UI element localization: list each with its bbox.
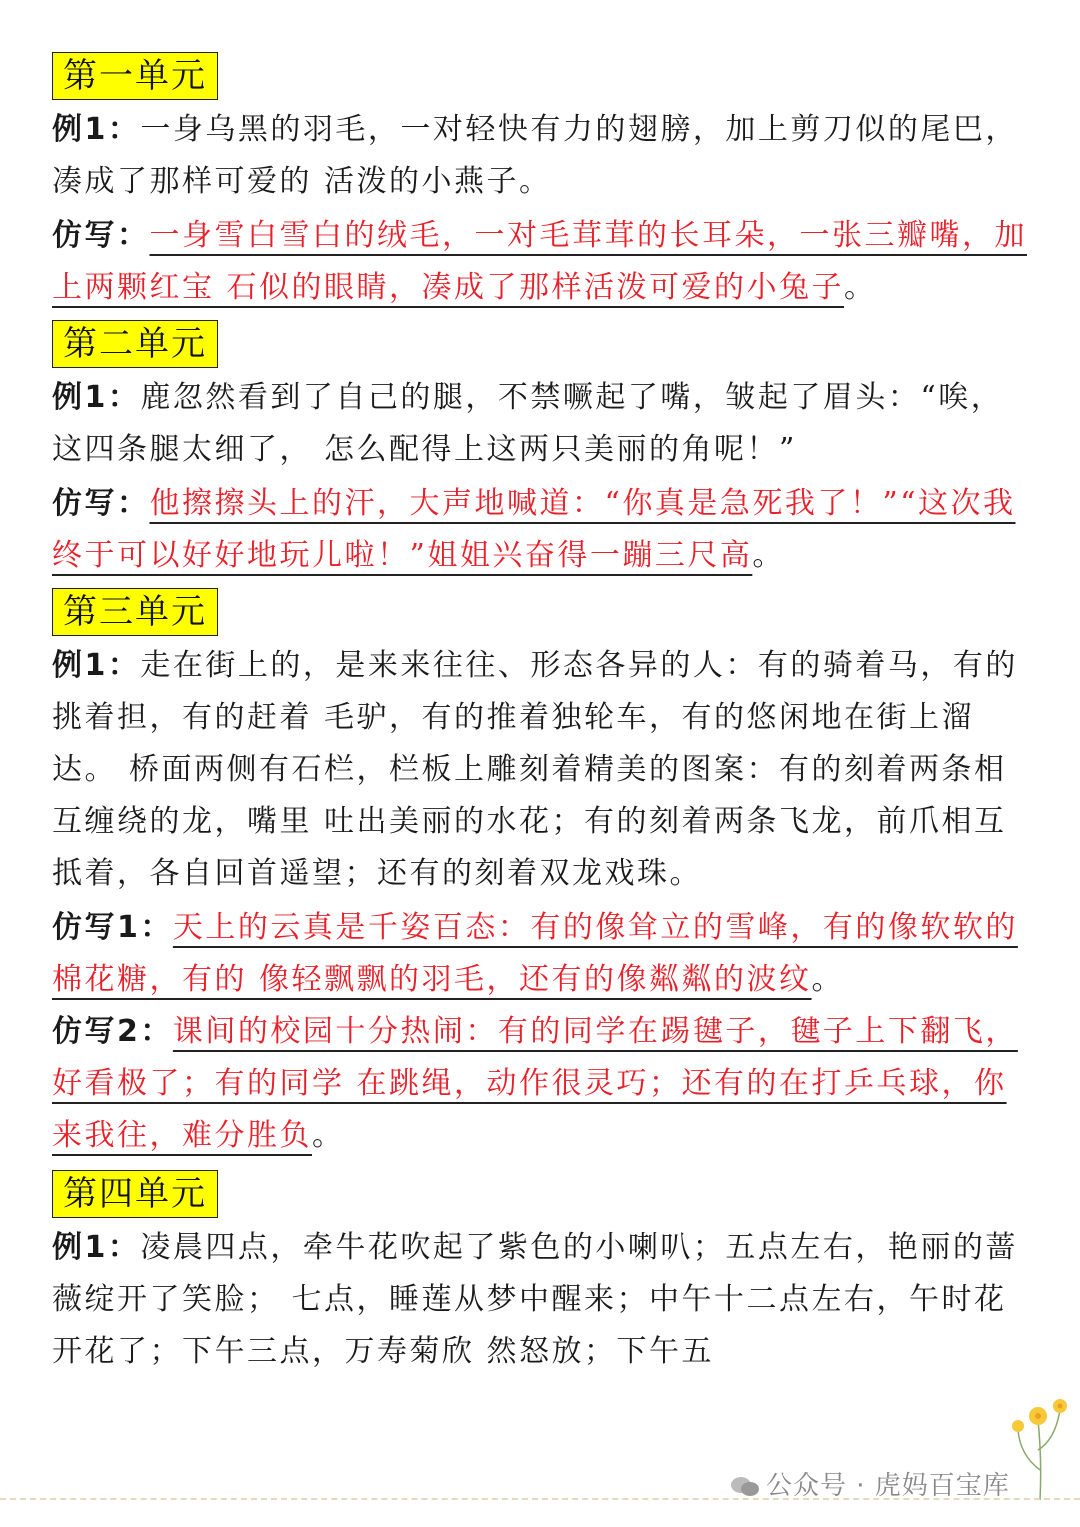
unit-4-heading: 第四单元 <box>52 1170 218 1218</box>
example-text: 一身乌黑的羽毛，一对轻快有力的翅膀，加上剪刀似的尾巴，凑成了那样可爱的 活泼的小燕子。 <box>52 112 1018 199</box>
end-mark: 。 <box>752 538 785 573</box>
imitation-text: 他擦擦头上的汗，大声地喊道：“你真是急死我了！”“这次我终于可以好好地玩儿啦！”姐姐兴奋得一蹦三尺高 <box>52 486 1016 573</box>
unit-1-example <box>52 104 1032 208</box>
unit-4-example <box>52 1222 1032 1378</box>
watermark <box>730 1465 1010 1502</box>
unit-2-heading: 第二单元 <box>52 320 218 368</box>
unit-1-heading: 第一单元 <box>52 52 218 100</box>
example-text: 走在街上的，是来来往往、形态各异的人：有的骑着马，有的挑着担，有的赶着 毛驴，有的推着独轮车，有的悠闲地在街上溜达。 桥面两侧有石栏，栏板上雕刻着精美的图案：有的刻着两条相互缠绕的龙，嘴里 吐出美丽的水花；有的刻着两条飞龙，前爪相互抵着，各自回首遥望；还有的刻着双龙戏珠。 <box>52 648 1018 891</box>
example-label: 例1： <box>52 380 141 415</box>
wechat-icon <box>730 1475 760 1499</box>
flower-decoration-icon <box>1000 1350 1080 1500</box>
end-mark: 。 <box>811 962 845 997</box>
example-label: 例1： <box>52 648 141 683</box>
imitation-label: 仿写： <box>52 486 150 521</box>
unit-3-heading: 第三单元 <box>52 588 218 636</box>
example-label: 例1： <box>52 1230 141 1265</box>
imitation-label: 仿写： <box>52 218 150 253</box>
imitation-text: 一身雪白雪白的绒毛，一对毛茸茸的长耳朵，一张三瓣嘴，加上两颗红宝 石似的眼睛，凑成了那样活泼可爱的小兔子 <box>52 218 1027 305</box>
imitation-label: 仿写2： <box>52 1014 173 1049</box>
example-label: 例1： <box>52 112 141 147</box>
unit-3-imitation-1 <box>52 902 1032 1006</box>
imitation-label: 仿写1： <box>52 910 173 945</box>
document-page <box>52 52 1032 1378</box>
unit-1-imitation <box>52 210 1032 314</box>
watermark-text: 公众号 · 虎妈百宝库 <box>766 1471 1010 1501</box>
unit-2-imitation <box>52 478 1032 582</box>
unit-3-imitation-2 <box>52 1006 1032 1162</box>
example-text: 凌晨四点，牵牛花吹起了紫色的小喇叭；五点左右，艳丽的蔷薇绽开了笑脸； 七点，睡莲从梦中醒来；中午十二点左右，午时花开花了；下午三点，万寿菊欣 然怒放；下午五 <box>52 1230 1018 1369</box>
example-text: 鹿忽然看到了自己的腿，不禁噘起了嘴，皱起了眉头：“唉，这四条腿太细了， 怎么配得上这两只美丽的角呢！” <box>52 380 1004 467</box>
unit-3-example <box>52 640 1032 900</box>
end-mark: 。 <box>312 1118 345 1153</box>
end-mark: 。 <box>844 270 877 305</box>
imitation-text: 天上的云真是千姿百态：有的像耸立的雪峰，有的像软软的棉花糖，有的 像轻飘飘的羽毛，还有的像粼粼的波纹 <box>52 910 1018 997</box>
imitation-text: 课间的校园十分热闹：有的同学在踢毽子，毽子上下翻飞，好看极了；有的同学 在跳绳，动作很灵巧；还有的在打乒乓球，你来我往，难分胜负 <box>52 1014 1018 1153</box>
unit-2-example <box>52 372 1032 476</box>
